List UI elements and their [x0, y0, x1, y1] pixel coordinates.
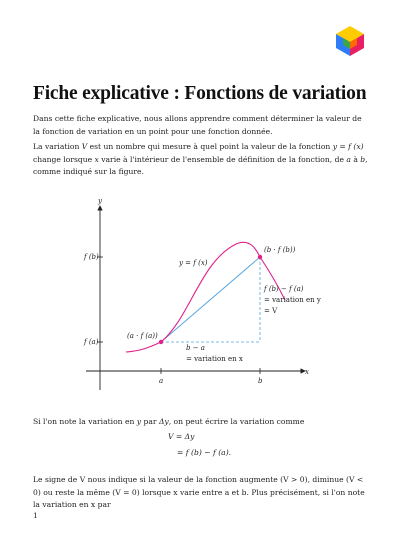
tick-b: b [258, 377, 263, 385]
equation-line-2: = f (b) − f (a). [177, 448, 232, 457]
dy-label-3: = V [264, 307, 278, 315]
point-a-label: (a · f (a)) [127, 332, 158, 340]
sign-paragraph: Le signe de V nous indique si la valeur de la fonction augmente (V > 0), diminue (V < 0) ou reste la même (V = 0) lorsque x varie entre a et b. Plus précisément, si l'on note la variation en x par [33, 475, 365, 510]
point-b [258, 255, 262, 259]
secant-line [161, 257, 260, 342]
equation-line-1: V = Δy [168, 432, 195, 441]
tick-fb: f (b) [84, 253, 99, 261]
page-title: Fiche explicative : Fonctions de variation [33, 83, 367, 104]
intro-paragraph: Dans cette fiche explicative, nous allons apprendre comment déterminer la valeur de la fonction de variation en un point pour une fonction donnée. [33, 114, 362, 136]
tick-fa: f (a) [84, 338, 99, 346]
y-axis-label: y [98, 197, 102, 205]
dx-label-1: b − a [186, 344, 205, 352]
delta-paragraph: Si l'on note la variation en y par Δy, on peut écrire la variation comme [33, 417, 305, 426]
dy-label-2: = variation en y [264, 296, 321, 304]
page-number: 1 [33, 511, 38, 520]
point-a [159, 340, 163, 344]
x-axis-label: x [305, 368, 309, 376]
curve-label: y = f (x) [179, 259, 208, 267]
point-b-label: (b · f (b)) [264, 246, 296, 254]
dy-label-1: f (b) − f (a) [264, 285, 304, 293]
tick-a: a [159, 377, 164, 385]
definition-paragraph: La variation V est un nombre qui mesure à quel point la valeur de la fonction y = f (x) change lorsque x varie à l'intérieur de l'ensemble de définition de la fonction, de a à b, comme indiqué sur la figure. [33, 142, 368, 177]
dx-label-2: = variation en x [186, 355, 243, 363]
